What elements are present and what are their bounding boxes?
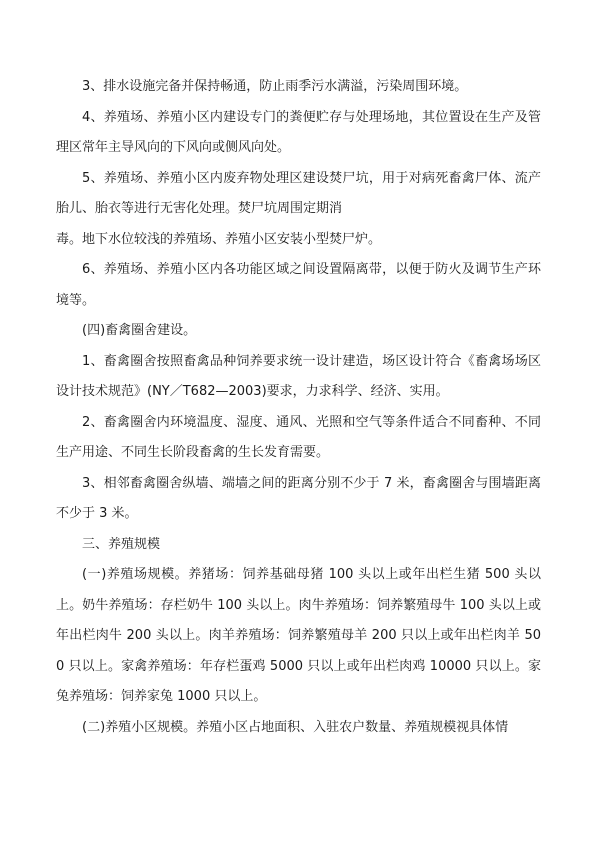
paragraph-carcass-pit-continued: 毒。地下水位较浅的养殖场、养殖小区安装小型焚尸炉。	[56, 231, 382, 247]
paragraph-manure-site: 4、养殖场、养殖小区内建设专门的粪便贮存与处理场地，其位置设在生产及管理区常年主导风向的下风向或侧风向处。	[56, 109, 541, 155]
document-body	[56, 72, 541, 743]
paragraph-carcass-pit: 5、养殖场、养殖小区内废弃物处理区建设焚尸坑，用于对病死畜禽尸体、流产胎儿、胎衣等进行无害化处理。焚尸坑周围定期消	[56, 170, 541, 216]
paragraph-community-scale: (二)养殖小区规模。养殖小区占地面积、入驻农户数量、养殖规模视具体情	[82, 719, 509, 735]
paragraph-barn-environment: 2、畜禽圈舍内环境温度、湿度、通风、光照和空气等条件适合不同畜种、不同生产用途、不同生长阶段畜禽的生长发育需要。	[56, 414, 541, 460]
section-heading-breeding-scale: 三、养殖规模	[82, 536, 161, 552]
section-heading-barn-construction: (四)畜禽圈舍建设。	[82, 323, 197, 338]
paragraph-barn-design: 1、畜禽圈舍按照畜禽品种饲养要求统一设计建造，场区设计符合《畜禽场场区设计技术规范》(NY／T682—2003)要求，力求科学、经济、实用。	[56, 353, 541, 399]
paragraph-drainage: 3、排水设施完备并保持畅通，防止雨季污水满溢，污染周围环境。	[82, 79, 468, 94]
paragraph-isolation-belt: 6、养殖场、养殖小区内各功能区域之间设置隔离带，以便于防火及调节生产环境等。	[56, 262, 541, 308]
paragraph-barn-distance: 3、相邻畜禽圈舍纵墙、端墙之间的距离分别不少于 7 米，畜禽圈舍与围墙距离不少于 3 米。	[56, 475, 541, 521]
paragraph-farm-scale: (一)养殖场规模。养猪场：饲养基础母猪 100 头以上或年出栏生猪 500 头以上。奶牛养殖场：存栏奶牛 100 头以上。肉牛养殖场：饲养繁殖母牛 100 头以上或年出栏肉牛 200 头以上。肉羊养殖场：饲养繁殖母羊 200 只以上或年出栏肉羊 500 只以上。家禽养殖场：年存栏蛋鸡 5000 只以上或年出栏肉鸡 10000 只以上。家兔养殖场：饲养家兔 1000 只以上。	[56, 567, 541, 704]
